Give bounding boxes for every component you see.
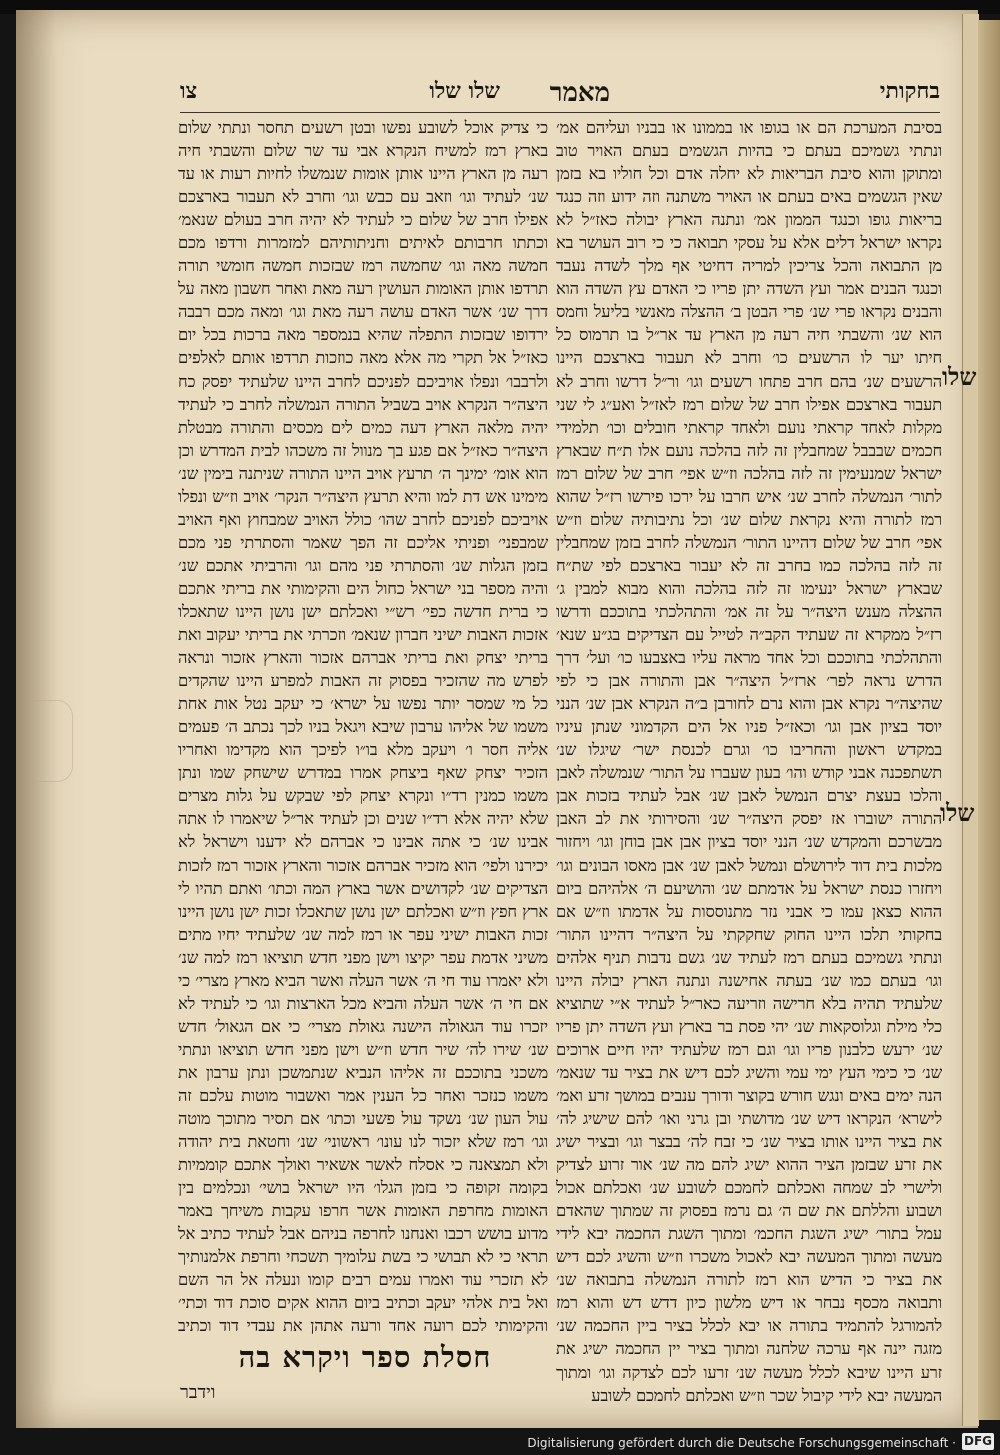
page-gutter	[962, 14, 979, 1426]
column-paragraph: בסיבת המערכת הם או בגופו או בממונו או בבניו ועליהם אמ׳ ונתתי גשמיכם בעתם כי בהיות הגשמים בעתם האויר טוב ומתוקן והוא סיבת הבריאות לא יחלה אדם וכל חוליו בא בזמן שאין הגשמים באים בעתם או האויר משתנה וזה ידוע וזה כנגד בריאות גופו וכנגד הממון אמ׳ ונתנה הארץ יבולה כאז״ל לא נקראו ישראל דלים אלא על עסקי תבואה כי כי רוב העושר בא מן התבואה והכל צריכין למריה דחיטי אף מלך לשדה נעבד וכנגד הבנים אמר ועץ השדה יתן פריו כי האדם עץ השדה הוא והבנים נקראו פרי שנ׳ פרי הבטן ב׳ ההצלה מאנשי בליעל וחמס הוא שנ׳ והשבתי חיה רעה מן הארץ עד אר״ל בו תרמוס כל חיתו יער לו הרשעים כו׳ וחרב לא תעבור בארצכם היינו הרשעים שנ׳ בהם חרב פתחו רשעים וגו׳ ור״ל דרשו וחרב לא תעבור בארצכם אפילו חרב של שלום רמז לאז״ל ואע״ג לי שני מקלות לאחד קראתי נועם ולאחד קראתי חובלים וכו׳ תלמידי חכמים שבבבל שמחבלין זה לזה בהלכה נועם אלו ת״ח שבארץ ישראל שמנעימין זה לזה בהלכה וז״ש אפי׳ חרב של שלום רמז לתור׳ הנמשלה לחרב שנ׳ איש חרבו על ירכו פירשו רז״ל שהוא רמז לתורה והיא נקראת שלום שנ׳ וכל נתיבותיה שלום וז״ש אפי׳ חרב של שלום דהיינו התור׳ הנמשלה לחרב בזמן שמחבלין זה לזה בהלכה כמו בחרב זה לא יעבור בארצכם לפי שת״ח שבארץ ישראל ינעימו זה לזה בהלכה והוא מבוא למבין ג׳ ההצלה מענש היצה״ר על זה אמ׳ והתהלכתי בתוככם ודרשו רז״ל ממקרא זה שעתיד הקב״ה לטייל עם הצדיקים בג״ע שנא׳ והתהלכתי בתוככם וכל אחד מראה עליו באצבעו כו׳ ועל׳ דרך הדרש נראה לפר׳ ארז״ל היצה״ר אבן והתורה אבן כי לפי שהיצה״ר נקרא אבן והוא נרם לחורבן ב״ה הנקרא אבן שנ׳ הנני יוסד בציון אבן וגו׳ וכאז״ל פניו אל הים הקדמוני שנתן עיניו במקדש ראשון והחריבו כו׳ וגרם לכנסת ישר׳ שיגלו שנ׳ תשתפכנה אבני קודש והו׳ בעון שעברו על התור׳ שנמשלה לאבן והלכו בעצת יצרם הנמשל לאבן שנ׳ אבל לעתיד בזכות אבן התורה ישוברו אז יפסק היצה״ר שנ׳ והסירותי את לב האבן מבשרכם והמקדש שנ׳ הנני יוסד בציון אבן אבן בוחן וגו׳ ויחזור מלכות בית דוד לירושלם ונמשל לאבן שנ׳ אבן מאסו הבונים וגו׳ ויחזרו כנסת ישראל על אדמתם שנ׳ והושיעם ה׳ אלהיהם ביום ההוא כצאן עמו כי אבני נזר מתנוססות על אדמתו וז״ש אם בחקותי תלכו היינו החוק שחקקתי על היצה״ר דהיינו התור׳ ונתתי גשמיכם בעתם רמז לעתיד שנ׳ גשם נדבות תניף אלהים וגו׳ בעתם כמו שנ׳ בעתה אחישנה ונתנה הארץ יבולה היינו שלעתיד תהיה בלא חרישה וזריעה כאר״ל לעתיד א״י שתוציא כלי מילת וגלוסקאות שנ׳ יהי פסת בר בארץ ועץ השדה יתן פריו שנ׳ ירעש כלבנון פריו וגו׳ וגם רמז שלעתיד יהיו חיים ארוכים שנ׳ כי כימי העץ ימי עמי והשיג לכם דיש את בציר עד שנאמ׳ הנה ימים באים ונגש חורש בקוצר ודורך ענבים במושך זרע ואמ׳ לישרא׳ הנקראו דיש שנ׳ מדושתי ובן גרני ואו׳ להם שישיג לה׳ את בציר היינו אותו בציר שנ׳ כי זבח לה׳ בבצר וגו׳ ובציר ישיג את זרע שבזמן הציר ההוא ישיג להם מה שנ׳ אור זרוע לצדיק ולישרי לב שמחה ואכלתם לחמכם לשובע שנ׳ ואכלתם אכול ושבוע והללתם את שם ה׳ גם נרמז בפסוק זה שמתוך שהאדם עמל בתור׳ ישיג השגת החכמ׳ ומתוך השגת החכמה יבא לידי מעשה ומתוך המעשה יבא לאכול משכרו וז״ש והשיג לכם דיש את בציר כי הדיש הוא רמז לתורה הנמשלה בתבואה שנ׳ ותבואה מכסף נבחר או דיש מלשון כיון דדש דש והוא רמז להמורגל להתמיד בתורה או יבא לכלל בציר ביין החכמה שנ׳ מזגה יינה אף ערכה שלחנה ומתוך בציר יין החכמה ישיג את זרע היינו שיבא לכלל מעשה שנ׳ זרעו לכם לצדקה וגו׳ ומתוך המעשה יבא לידי קיבול שכר וז״ש ואכלתם לחמכם לשובע	[556, 118, 942, 1405]
column-paragraph: כי צדיק אוכל לשובע נפשו ובטן רשעים תחסר ונתתי שלום בארץ רמז למשיח הנקרא אבי עד שר שלום והשבתי חיה רעה מן הארץ היינו אותן אומות שנמשלו לחיות רעות או עד שנ׳ לעתיד וגו׳ וזאב עם כבש וגו׳ וחרב לא תעבור בארצכם אפילו חרב של שלום כי לעתיד לא יהיה חרב בעולם שנאמ׳ וכתתו חרבותם לאיתים וחניתותיהם למזמרות ורדפו מכם חמשה מאה וגו׳ שחמשה רמז שבזכות חמשה חומשי תורה תרדפו אותן האומות העושין רעה מאת ואחר חשבון מאה על דרך שנ׳ אשר האדם עושה רעה מאת וגו׳ ומאה מכם רבבה ירדופו שבזכות התפלה שהיא בנמספר מאה ברכות בכל יום כאז״ל אל תקרי מה אלא מאה כוזכות תרדפו אותם לאלפים ולרבבו׳ ונפלו אויביכם לפניכם לחרב היינו שלעתיד יפסק כח היצה״ר הנקרא אויב בשביל התורה הנמשלה לחרב כי לעתיד יהיה מלאה הארץ דעה כמים לים מכסים והתורה מבטלת היצה״ר כאז״ל אם פגע בך מנוול זה משכהו לבית המדרש וכן הוא אומ׳ ימינך ה׳ תרעץ אויב היינו התורה שניתנה בימין שנ׳ מימינו אש דת למו והיא תרעץ היצה״ר הנקר׳ אויב וז״ש ונפלו אויביכם לפניכם לחרב שהו׳ כולל האויב שמבחוץ ואף האויב שמבפני׳ ופניתי אליכם זה הפך שאמר והסתרתי פני מכם בזמן הגלות שנ׳ והסתרתי פני מהם וגו׳ והרביתי אתכם שנ׳ והיה מספר בני ישראל כחול הים והקימותי את בריתי אתכם כי ברית חדשה כפי׳ רש״י ואכלתם ישן נושן היינו שתאכלו אזכות האבות ישיני חברון שנאמ׳ וזכרתי את בריתי יעקוב ואת בריתי יצחק ואת בריתי אברהם אזכור והארץ אזכור ונראה לפרש מה שהזכיר בפסוק זה האבות למפרע היינו שהקדים כל מי שמסר יותר נפשו על ישרא׳ כי יעקב נטל אות אחת משמו של אליהו ערבון שיבא ויגאל בניו לכך נכתב ה׳ פעמים אליה חסר ו׳ ויעקב מלא בו״ו לפיכך הוא מקדימו ואחריו הזכיר יצחק שאף ביצחק אמרו במדרש שישחק שמו ונתן משמו כמנין רד״ו ונקרא יצחק לפי שבקש על גלות מצרים שלא יהיה אלא רד״ו שנים וכן לעתיד אר״ל שיאמרו לו אתה אבינו שנ׳ כי אתה אבינו כי אברהם לא ידענו וישראל לא יכירנו ולפי׳ הוא מזכיר אברהם אזכור והארץ אזכור רמז לזכות הצדיקים שנ׳ לקדושים אשר בארץ המה וכתו׳ ואתם תהיו לי ארץ חפץ וז״ש ואכלתם ישן נושן שתאכלו זכות ישן נושן היינו זכות האבות ישיני עפר או רמז למה שנ׳ שלעתיד יחיו מתים משיני אדמת עפר יקיצו וישן מפני חדש תוציאו רמז למה שנ׳ ולא יאמרו עוד חי ה׳ אשר העלה ואשר הביא מארץ מצרי׳ כי אם חי ה׳ אשר העלה והביא מכל הארצות וגו׳ כי לעתיד לא יזכרו עוד הגאולה הישנה גאולת מצרי׳ כי אם הגאול׳ חדש שנ׳ שירו לה׳ שיר חדש וז״ש וישן מפני חדש תוציאו ונתתי משכני בתוככם זה אליהו הנביא שנתמשכן ונתן ערבון את משמו כנזכר ואחר כל הענין אמר ואשבור מוטות עלכם זה עול העון שנ׳ נשקד עול פשעי וכתו׳ אם תסיר מתוכך מוטה וגו׳ רמז שלא יזכור לנו עונו׳ ראשוני׳ שנ׳ וחטאת בית יהודה ולא תמצאנה כי אסלח לאשר אשאיר ואולך אתכם קוממיות בקומה זקופה כי בזמן הגלו׳ היו ישראל בושי׳ ונכלמים בין האומות מחרפת האומות אשר חרפו עקבות משיחך באמר מדוע בושש רכבו ואנחנו לחרפה בניהם אבל לעתיד כתיב אל תראי כי לא תבושי כי בשת עלומיך תשכחי וחרפת אלמנותיך לא תזכרי עוד ואמרו עמים רבים קומו ונעלה אל הר השם ואל בית אלהי יעקב וכתיב ביום ההוא אקים סוכת דוד וכתי׳ והקימותי לכם רועה אחד ורעה אתהן את עבדי דוד וכתיב	[178, 118, 548, 1334]
dfg-logo: DFG	[963, 1434, 992, 1448]
margin-note: שלו	[942, 362, 977, 391]
paper-tab-mark	[32, 700, 73, 782]
catchword: וידבר	[180, 1382, 216, 1403]
running-title-center: מאמר	[549, 78, 610, 108]
text-column-left	[178, 116, 548, 1334]
header-rule	[180, 112, 940, 113]
margin-note: שלו	[940, 798, 975, 827]
funding-credit: Digitalisierung gefördert durch die Deutsche Forschungsgemeinschaft ·	[527, 1436, 956, 1450]
page-number: צו	[180, 78, 198, 104]
next-leaf-edge	[978, 20, 1000, 1420]
running-title-left: שלו שלו	[429, 78, 500, 104]
running-title-right: בחקותי	[879, 78, 940, 104]
text-column-right	[556, 116, 942, 1434]
section-end-title: חסלת ספר ויקרא בה	[238, 1340, 492, 1374]
